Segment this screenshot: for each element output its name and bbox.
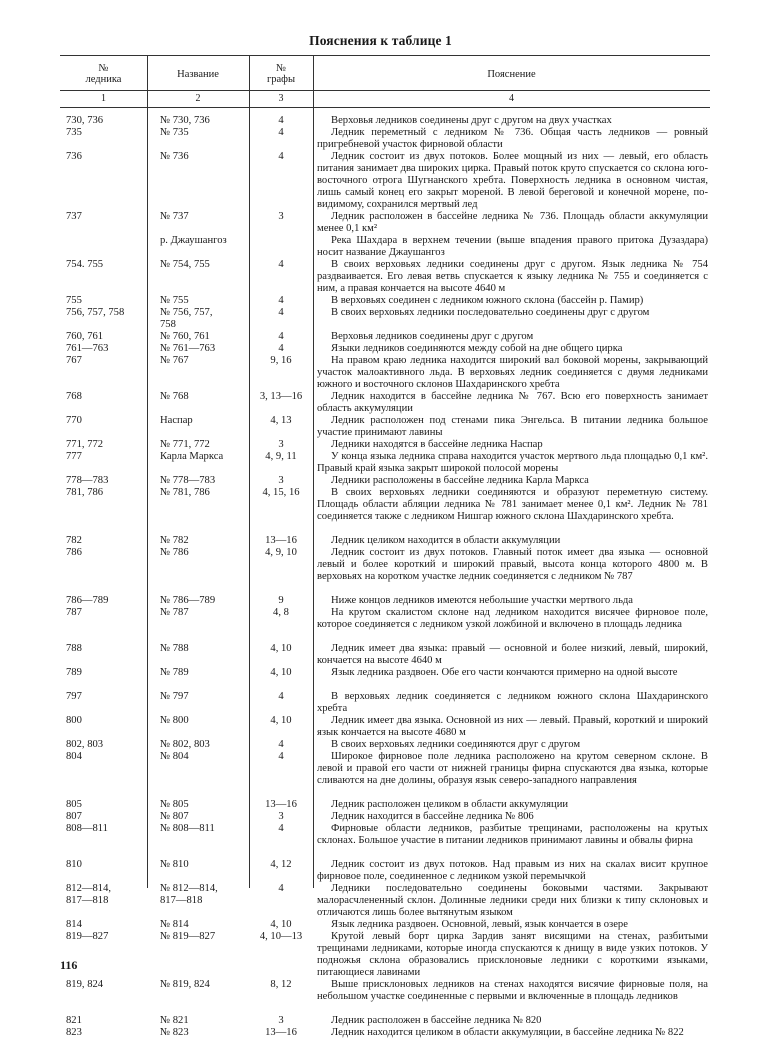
explanation-cell: Ледник расположен в бассейне ледника № 736. Площадь области аккумуляции менее 0,1 км² — [317, 211, 708, 234]
column-ref-cell: 4 — [278, 751, 284, 762]
header-glacier-number: № ледника — [85, 63, 122, 85]
column-index: 1 — [101, 93, 106, 104]
explanation-cell: На правом краю ледника находится широкий вал боковой морены, закрывающий участок малоактивного льда. В верховьях ледник соединяется с двумя ледниками южного и восточного склонов Шахдаринского хребта — [317, 355, 708, 390]
glacier-name-cell: № 788 — [160, 643, 189, 654]
table-row — [60, 391, 710, 415]
explanation-cell: Крутой левый борт цирка Зардив занят висящими на стенах, разбитыми трещинами ледниками, которые иногда спускаются к днищу в виде узких потоков. У подножья склона образовались присклоновые ледники с короткими языками, питающиеся лавинами — [317, 931, 708, 978]
table-row — [60, 475, 710, 487]
glacier-number-cell: 786 — [66, 547, 82, 558]
explanation-cell: Ледники последовательно соединены боковыми частями. Закрывают малорасчлененный склон. Долинные ледники среди них близки к типу склоновых и отличаются лишь более вытянутым языком — [317, 883, 708, 918]
explanation-cell: В верховьях ледник соединяется с ледником южного склона Шахдаринского хребта — [317, 691, 708, 714]
table-row — [60, 487, 710, 535]
glacier-name-cell: № 782 — [160, 535, 189, 546]
glacier-name-cell: № 737 — [160, 211, 189, 222]
glacier-number-cell: 754. 755 — [66, 259, 104, 270]
glacier-number-cell: 810 — [66, 859, 82, 870]
table-row — [60, 535, 710, 547]
glacier-name-cell: № 787 — [160, 607, 189, 618]
glacier-name-cell: № 802, 803 — [160, 739, 210, 750]
table-row — [60, 751, 710, 799]
header-name: Название — [177, 69, 219, 80]
explanation-cell: Ледник имеет два языка. Основной из них — левый. Правый, короткий и широкий язык кончается на высоте 4680 м — [317, 715, 708, 738]
glacier-number-cell: 788 — [66, 643, 82, 654]
column-ref-cell: 9, 16 — [270, 355, 292, 366]
glacier-name-cell: № 812—814, 817—818 — [160, 883, 218, 906]
column-ref-cell: 4 — [278, 331, 284, 342]
table-row — [60, 691, 710, 715]
explanation-cell: Ледник находится в бассейне ледника № 806 — [331, 811, 534, 822]
column-ref-cell: 4, 10 — [270, 919, 292, 930]
column-ref-cell: 4, 10 — [270, 667, 292, 678]
explanation-cell: Языки ледников соединяются между собой на дне общего цирка — [331, 343, 623, 354]
glacier-name-cell: № 778—783 — [160, 475, 216, 486]
table-row — [60, 823, 710, 859]
column-ref-cell: 13—16 — [265, 1027, 297, 1038]
glacier-number-cell: 777 — [66, 451, 82, 462]
column-ref-cell: 13—16 — [265, 799, 297, 810]
glacier-number-cell: 781, 786 — [66, 487, 104, 498]
table-row — [60, 919, 710, 931]
explanation-cell: Ледник состоит из двух потоков. Над правым из них на скалах висит крупное фирновое поле, соединенное с ледником узкой перемычкой — [317, 859, 708, 882]
column-ref-cell: 4 — [278, 151, 284, 162]
column-ref-cell: 8, 12 — [270, 979, 292, 990]
glacier-number-cell: 787 — [66, 607, 82, 618]
column-ref-cell: 4 — [278, 295, 284, 306]
explanation-cell: Ледник переметный с ледником № 736. Общая часть ледников — ровный пригребневой участок фирновой области — [317, 127, 708, 150]
explanation-cell: Выше присклоновых ледников на стенах находятся висячие фирновые поля, на небольшом участке соединенные с первыми и включенные в площадь ледников — [317, 979, 708, 1002]
glacier-name-cell: № 771, 772 — [160, 439, 210, 450]
column-ref-cell: 3 — [278, 1015, 284, 1026]
glacier-name-cell: № 735 — [160, 127, 189, 138]
glacier-number-cell: 770 — [66, 415, 82, 426]
glacier-number-cell: 786—789 — [66, 595, 109, 606]
column-ref-cell: 4, 12 — [270, 859, 292, 870]
glacier-name-cell: № 823 — [160, 1027, 189, 1038]
glacier-number-cell: 730, 736 — [66, 115, 104, 126]
explanation-cell: Ледник находится в бассейне ледника № 767. Всю его поверхность занимает область аккумуляции — [317, 391, 708, 414]
glacier-number-cell: 771, 772 — [66, 439, 104, 450]
explanation-cell: Ледник расположен целиком в области аккумуляции — [331, 799, 569, 810]
table-row — [60, 979, 710, 1015]
glacier-number-cell: 807 — [66, 811, 82, 822]
column-ref-cell: 4 — [278, 115, 284, 126]
glacier-number-cell — [60, 235, 147, 259]
explanation-cell: Ледники находятся в бассейне ледника Наспар — [331, 439, 543, 450]
glacier-number-cell: 804 — [66, 751, 82, 762]
explanation-cell: Фирновые области ледников, разбитые трещинами, расположены на крутых склонах. Большое участие в питании ледников принимают лавины и обвалы фирна — [317, 823, 708, 846]
glacier-number-cell: 819, 824 — [66, 979, 104, 990]
column-ref-cell: 4, 10 — [270, 715, 292, 726]
table-row — [60, 451, 710, 475]
explanation-cell: На крутом скалистом склоне над ледником находится висячее фирновое поле, которое соединяется с ледником узкой ложбиной и включено в площадь ледника — [317, 607, 708, 630]
glacier-number-cell: 767 — [66, 355, 82, 366]
table-row — [60, 799, 710, 811]
table-row — [60, 127, 710, 151]
glacier-number-cell: 735 — [66, 127, 82, 138]
table-row — [60, 343, 710, 355]
table-row — [60, 1015, 710, 1027]
table-row — [60, 859, 710, 883]
header-column-number: № графы — [266, 63, 296, 85]
column-ref-cell: 4 — [278, 691, 284, 702]
glacier-name-cell: Карла Маркса — [160, 451, 224, 462]
glacier-name-cell: р. Джаушангоз — [160, 235, 227, 246]
glacier-name-cell: № 789 — [160, 667, 189, 678]
explanation-cell: Ледник состоит из двух потоков. Более мощный из них — левый, его область питания занимает два широких цирка. Правый поток круто спускается со склона юго-восточного отрога Шугнанского хребта. Поверхность ледника в основном чистая, лишь самый конец его закрыт мореной. В левой береговой и конечной морене, по-видимому, сохранился мертвый лед — [317, 151, 708, 210]
glacier-name-cell: № 754, 755 — [160, 259, 210, 270]
column-ref-cell: 3, 13—16 — [259, 391, 303, 402]
glacier-number-cell: 800 — [66, 715, 82, 726]
glacier-number-cell: 821 — [66, 1015, 82, 1026]
column-ref-cell: 9 — [278, 595, 284, 606]
explanation-cell: В своих верховьях ледники соединяются друг с другом — [331, 739, 581, 750]
glacier-name-cell: № 781, 786 — [160, 487, 210, 498]
glacier-number-cell: 823 — [66, 1027, 82, 1038]
column-ref-cell — [249, 235, 313, 259]
page-number: 116 — [60, 958, 78, 972]
column-ref-cell: 4 — [278, 343, 284, 354]
table-row — [60, 643, 710, 667]
explanation-cell: Верховья ледников соединены друг с другом на двух участках — [331, 115, 612, 126]
glacier-number-cell: 802, 803 — [66, 739, 104, 750]
glacier-number-cell: 737 — [66, 211, 82, 222]
glacier-name-cell: № 786 — [160, 547, 189, 558]
glacier-number-cell: 755 — [66, 295, 82, 306]
explanation-cell: Ледник состоит из двух потоков. Главный поток имеет два языка — основной левый и более короткий и широкий правый, высота конца которого 4800 м. В верховьях на коротком участке ледник соединяется с ледником № 787 — [317, 547, 708, 582]
glacier-number-cell: 768 — [66, 391, 82, 402]
table-body — [60, 115, 710, 1051]
glacier-name-cell: № 761—763 — [160, 343, 216, 354]
glacier-number-cell: 814 — [66, 919, 82, 930]
glacier-name-cell: № 805 — [160, 799, 189, 810]
table-row — [60, 331, 710, 343]
glacier-name-cell: № 756, 757, 758 — [160, 307, 213, 330]
column-ref-cell: 4 — [278, 739, 284, 750]
glacier-number-cell: 797 — [66, 691, 82, 702]
glacier-name-cell: № 814 — [160, 919, 189, 930]
explanation-cell: В своих верховьях ледники соединяются и образуют переметную систему. Площадь области абляции ледника № 781 занимает менее 0,1 км². Ледник № 781 соединяется также с ледником Нишгар южного склона Шахдаринского хребта. — [317, 487, 708, 522]
glacier-name-cell: № 807 — [160, 811, 189, 822]
glacier-number-cell: 812—814, 817—818 — [66, 883, 112, 906]
header-explanation: Пояснение — [487, 69, 536, 80]
glacier-number-cell: 761—763 — [66, 343, 109, 354]
table-row — [60, 547, 710, 595]
glacier-name-cell: № 736 — [160, 151, 189, 162]
explanation-cell: Ледник расположен под стенами пика Энгельса. В питании ледника большое участие принимают лавины — [317, 415, 708, 438]
glacier-name-cell: Наспар — [160, 415, 193, 426]
glacier-number-cell: 736 — [66, 151, 82, 162]
glacier-name-cell: № 760, 761 — [160, 331, 210, 342]
column-ref-cell: 4, 10—13 — [259, 931, 303, 942]
glacier-name-cell: № 767 — [160, 355, 189, 366]
column-index: 2 — [195, 93, 201, 104]
column-number-rule — [60, 107, 710, 108]
column-ref-cell: 3 — [278, 211, 284, 222]
glacier-number-cell: 819—827 — [66, 931, 109, 942]
glacier-number-cell: 789 — [66, 667, 82, 678]
glacier-name-cell: № 730, 736 — [160, 115, 210, 126]
column-ref-cell: 4 — [278, 307, 284, 318]
column-ref-cell: 4, 10 — [270, 643, 292, 654]
column-ref-cell: 4, 13 — [270, 415, 292, 426]
column-index: 4 — [509, 93, 514, 104]
table-row — [60, 439, 710, 451]
glacier-number-cell: 760, 761 — [66, 331, 104, 342]
explanation-cell: Ледник целиком находится в области аккумуляции — [331, 535, 561, 546]
table-row — [60, 1027, 710, 1051]
table-row — [60, 667, 710, 691]
table-row — [60, 607, 710, 643]
explanation-cell: В своих верховьях ледники соединены друг с другом. Язык ледника № 754 раздваивается. Его левая ветвь спускается к языку ледника № 755 и соединяется с ним, а правая кончается на высоте 4640 м — [317, 259, 708, 294]
table-top-rule — [60, 55, 710, 56]
table-row — [60, 211, 710, 235]
glacier-name-cell: № 768 — [160, 391, 189, 402]
glacier-name-cell: № 819, 824 — [160, 979, 210, 990]
explanation-cell: Ледники расположены в бассейне ледника Карла Маркса — [331, 475, 589, 486]
explanation-cell: Ледник расположен в бассейне ледника № 820 — [331, 1015, 542, 1026]
column-ref-cell: 4, 9, 11 — [265, 451, 297, 462]
column-ref-cell: 4 — [278, 883, 284, 894]
table-row — [60, 151, 710, 211]
explanation-cell: Широкое фирновое поле ледника расположено на крутом северном склоне. В левой и правой его части от нижней границы фирна спускаются два языка, которые сливаются на дне долины, образуя язык северо-западного направления — [317, 751, 708, 786]
column-ref-cell: 4 — [278, 823, 284, 834]
page-title: Пояснения к таблице 1 — [309, 33, 452, 48]
column-ref-cell: 4 — [278, 127, 284, 138]
explanation-cell: Ледник имеет два языка: правый — основной и более низкий, левый, широкий, кончается на высоте 4640 м — [317, 643, 708, 666]
table-row — [60, 235, 710, 259]
glacier-name-cell: № 819—827 — [160, 931, 216, 942]
table-row — [60, 415, 710, 439]
explanation-cell: Язык ледника раздвоен. Основной, левый, язык кончается в озере — [331, 919, 628, 930]
table-row — [60, 931, 710, 979]
explanation-cell: Верховья ледников соединены друг с другом — [331, 331, 534, 342]
column-ref-cell: 3 — [278, 811, 284, 822]
table-row — [60, 259, 710, 295]
explanation-cell: Река Шахдара в верхнем течении (выше впадения правого притока Дузаздара) носит название Джаушангоз — [317, 235, 708, 258]
glacier-name-cell: № 821 — [160, 1015, 189, 1026]
column-ref-cell: 13—16 — [265, 535, 297, 546]
table-row — [60, 295, 710, 307]
explanation-cell: В своих верховьях ледники последовательно соединены друг с другом — [331, 307, 650, 318]
glacier-number-cell: 756, 757, 758 — [66, 307, 125, 318]
glacier-name-cell: № 808—811 — [160, 823, 215, 834]
glacier-name-cell: № 810 — [160, 859, 189, 870]
glacier-name-cell: № 786—789 — [160, 595, 216, 606]
glacier-name-cell: № 800 — [160, 715, 189, 726]
explanation-cell: Язык ледника раздвоен. Обе его части кончаются примерно на одной высоте — [331, 667, 678, 678]
explanation-cell: У конца языка ледника справа находится участок мертвого льда площадью 0,1 км². Правый край языка закрыт широкой полосой морены — [317, 451, 708, 474]
table-row — [60, 715, 710, 739]
column-ref-cell: 4, 15, 16 — [262, 487, 300, 498]
column-ref-cell: 3 — [278, 439, 284, 450]
explanation-cell: В верховьях соединен с ледником южного склона (бассейн р. Памир) — [331, 295, 644, 306]
table-row — [60, 811, 710, 823]
glacier-name-cell: № 797 — [160, 691, 189, 702]
table-row — [60, 883, 710, 919]
explanation-cell: Ледник находится целиком в области аккумуляции, в бассейне ледника № 822 — [331, 1027, 684, 1038]
glacier-number-cell: 782 — [66, 535, 82, 546]
table-row — [60, 739, 710, 751]
column-ref-cell: 4, 9, 10 — [265, 547, 297, 558]
glacier-name-cell: № 804 — [160, 751, 189, 762]
glacier-name-cell: № 755 — [160, 295, 189, 306]
header-rule — [60, 90, 710, 91]
column-ref-cell: 4 — [278, 259, 284, 270]
column-ref-cell: 4, 8 — [273, 607, 289, 618]
table-row — [60, 307, 710, 331]
column-index: 3 — [278, 93, 284, 104]
table-row — [60, 115, 710, 127]
glacier-number-cell: 808—811 — [66, 823, 108, 834]
glacier-number-cell: 805 — [66, 799, 82, 810]
explanation-cell: Ниже концов ледников имеются небольшие участки мертвого льда — [331, 595, 633, 606]
table-row — [60, 355, 710, 391]
glacier-number-cell: 778—783 — [66, 475, 109, 486]
column-ref-cell: 3 — [278, 475, 284, 486]
table-row — [60, 595, 710, 607]
